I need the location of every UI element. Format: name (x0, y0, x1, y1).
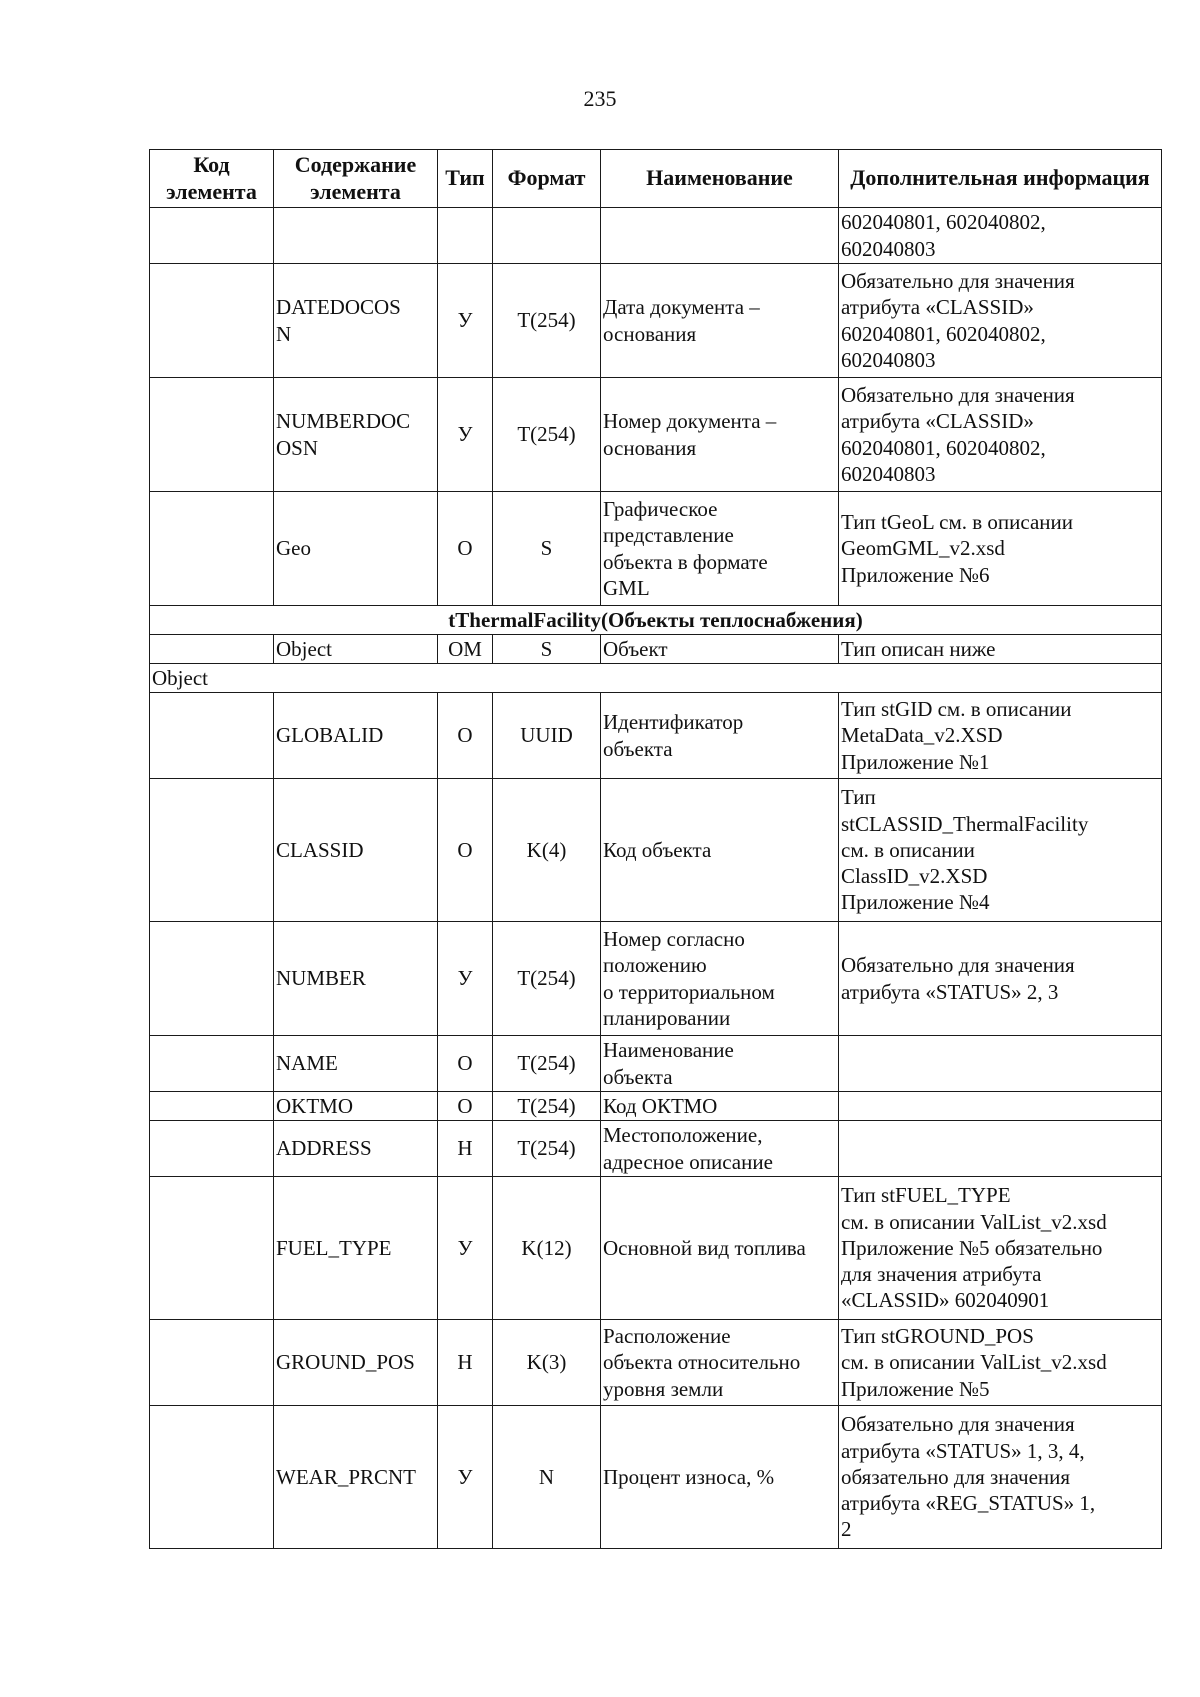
header-type: Тип (438, 150, 493, 208)
cell-element-code (150, 1406, 274, 1549)
table-body (150, 208, 1162, 1549)
table-row (150, 1177, 1162, 1320)
cell-format: S (493, 492, 601, 606)
cell-type: Н (438, 1121, 493, 1177)
cell-additional-info: Обязательно для значения атрибута «CLASSID» 602040801, 602040802, 602040803 (839, 264, 1162, 378)
cell-element-code (150, 208, 274, 264)
cell-element-content: ADDRESS (274, 1121, 438, 1177)
cell-format: T(254) (493, 922, 601, 1036)
cell-name: Графическое представление объекта в формате GML (601, 492, 839, 606)
cell-type (438, 208, 493, 264)
table-header-row (150, 150, 1162, 208)
cell-element-code (150, 922, 274, 1036)
cell-format: T(254) (493, 1092, 601, 1121)
cell-name: Дата документа – основания (601, 264, 839, 378)
section-header-row (150, 606, 1162, 635)
cell-name: Основной вид топлива (601, 1177, 839, 1320)
cell-element-content: Object (274, 635, 438, 664)
cell-element-code (150, 1177, 274, 1320)
element-spec-table (149, 149, 1162, 1549)
header-format: Формат (493, 150, 601, 208)
cell-format: T(254) (493, 1036, 601, 1092)
cell-element-content: DATEDOCOS N (274, 264, 438, 378)
cell-additional-info: 602040801, 602040802, 602040803 (839, 208, 1162, 264)
cell-element-content: Geo (274, 492, 438, 606)
cell-additional-info: Тип stFUEL_TYPE см. в описании ValList_v2.xsd Приложение №5 обязательно для значения атрибута «CLASSID» 602040901 (839, 1177, 1162, 1320)
cell-element-content (274, 208, 438, 264)
header-name: Наименование (601, 150, 839, 208)
cell-type: O (438, 1036, 493, 1092)
header-element-content: Содержание элемента (274, 150, 438, 208)
group-label-row (150, 664, 1162, 693)
table-row (150, 264, 1162, 378)
cell-format: UUID (493, 693, 601, 779)
table-row (150, 1320, 1162, 1406)
table-row (150, 1036, 1162, 1092)
cell-additional-info: Тип stGID см. в описании MetaData_v2.XSD Приложение №1 (839, 693, 1162, 779)
cell-additional-info (839, 1121, 1162, 1177)
cell-element-content: NUMBERDOC OSN (274, 378, 438, 492)
cell-name: Наименование объекта (601, 1036, 839, 1092)
cell-name: Номер согласно положению о территориальном планировании (601, 922, 839, 1036)
table-row (150, 1092, 1162, 1121)
cell-format: K(3) (493, 1320, 601, 1406)
cell-additional-info: Обязательно для значения атрибута «STATUS» 1, 3, 4, обязательно для значения атрибута «REG_STATUS» 1, 2 (839, 1406, 1162, 1549)
cell-element-code (150, 1121, 274, 1177)
group-label: Object (150, 664, 1162, 693)
cell-additional-info: Тип stGROUND_POS см. в описании ValList_v2.xsd Приложение №5 (839, 1320, 1162, 1406)
cell-type: Н (438, 1320, 493, 1406)
table-row (150, 635, 1162, 664)
table-row (150, 492, 1162, 606)
cell-additional-info: Обязательно для значения атрибута «CLASSID» 602040801, 602040802, 602040803 (839, 378, 1162, 492)
cell-name: Объект (601, 635, 839, 664)
cell-element-code (150, 1092, 274, 1121)
cell-element-content: WEAR_PRCNT (274, 1406, 438, 1549)
table-row (150, 922, 1162, 1036)
table-row (150, 1406, 1162, 1549)
cell-type: O (438, 1092, 493, 1121)
header-additional-info: Дополнительная информация (839, 150, 1162, 208)
cell-element-content: GROUND_POS (274, 1320, 438, 1406)
cell-type: O (438, 492, 493, 606)
cell-type: У (438, 922, 493, 1036)
cell-element-content: GLOBALID (274, 693, 438, 779)
cell-additional-info (839, 1036, 1162, 1092)
cell-name: Процент износа, % (601, 1406, 839, 1549)
table-row (150, 1121, 1162, 1177)
table-row (150, 693, 1162, 779)
cell-format: N (493, 1406, 601, 1549)
cell-format: T(254) (493, 264, 601, 378)
cell-additional-info (839, 1092, 1162, 1121)
cell-additional-info: Обязательно для значения атрибута «STATUS» 2, 3 (839, 922, 1162, 1036)
cell-element-content: NUMBER (274, 922, 438, 1036)
cell-name (601, 208, 839, 264)
page-number: 235 (583, 86, 617, 111)
cell-element-code (150, 1036, 274, 1092)
cell-format: K(4) (493, 779, 601, 922)
table-row (150, 378, 1162, 492)
cell-type: У (438, 264, 493, 378)
cell-element-code (150, 693, 274, 779)
cell-element-code (150, 779, 274, 922)
cell-additional-info: Тип tGeoL см. в описании GeomGML_v2.xsd Приложение №6 (839, 492, 1162, 606)
cell-element-code (150, 378, 274, 492)
cell-name: Идентификатор объекта (601, 693, 839, 779)
table-row (150, 779, 1162, 922)
section-title: tThermalFacility(Объекты теплоснабжения) (150, 606, 1162, 635)
cell-element-content: FUEL_TYPE (274, 1177, 438, 1320)
cell-element-code (150, 264, 274, 378)
cell-name: Код объекта (601, 779, 839, 922)
header-element-code: Код элемента (150, 150, 274, 208)
cell-name: Код ОКТМО (601, 1092, 839, 1121)
cell-type: У (438, 378, 493, 492)
cell-type: O (438, 779, 493, 922)
cell-name: Расположение объекта относительно уровня земли (601, 1320, 839, 1406)
cell-element-content: NAME (274, 1036, 438, 1092)
cell-element-code (150, 1320, 274, 1406)
cell-type: OM (438, 635, 493, 664)
cell-name: Местоположение, адресное описание (601, 1121, 839, 1177)
cell-format: S (493, 635, 601, 664)
cell-format: T(254) (493, 1121, 601, 1177)
cell-format: T(254) (493, 378, 601, 492)
cell-element-code (150, 492, 274, 606)
cell-element-code (150, 635, 274, 664)
cell-additional-info: Тип stCLASSID_ThermalFacility см. в описании ClassID_v2.XSD Приложение №4 (839, 779, 1162, 922)
cell-format (493, 208, 601, 264)
cell-format: K(12) (493, 1177, 601, 1320)
table-row (150, 208, 1162, 264)
cell-additional-info: Тип описан ниже (839, 635, 1162, 664)
cell-type: O (438, 693, 493, 779)
cell-element-content: OKTMO (274, 1092, 438, 1121)
cell-type: У (438, 1406, 493, 1549)
cell-type: У (438, 1177, 493, 1320)
cell-element-content: CLASSID (274, 779, 438, 922)
cell-name: Номер документа – основания (601, 378, 839, 492)
